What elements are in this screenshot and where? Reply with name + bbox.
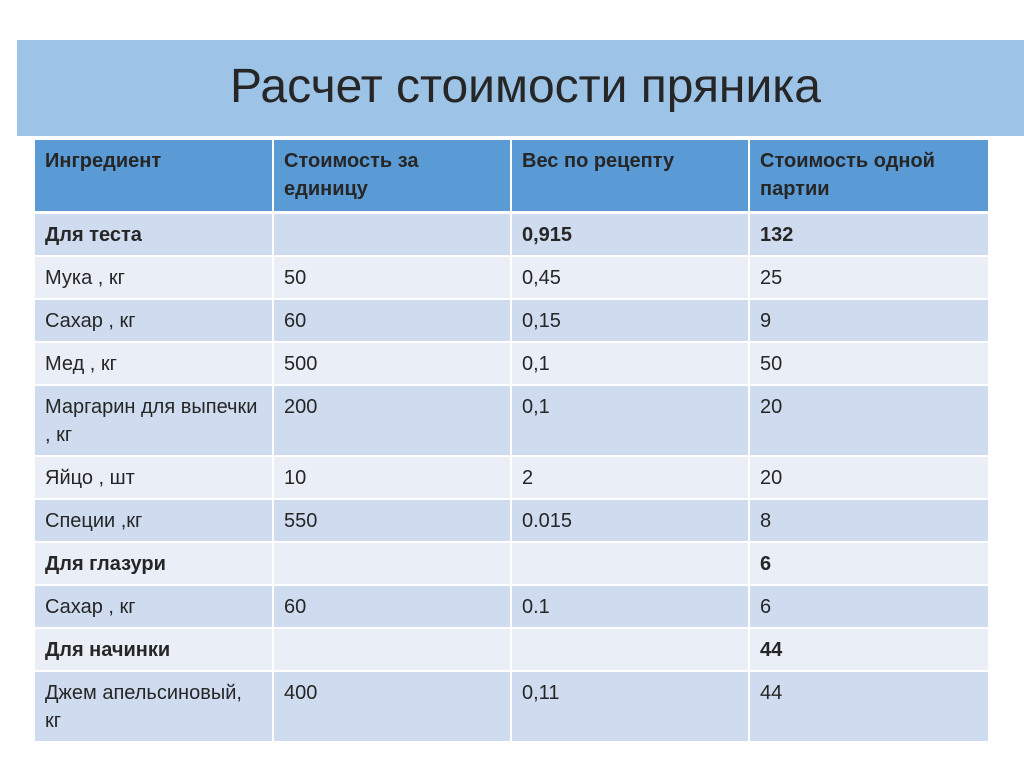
- table-header-row: [35, 140, 988, 213]
- cell-weight: 0,11: [511, 671, 749, 742]
- cell-unit-cost: 550: [273, 499, 511, 542]
- cell-batch-cost: 44: [749, 628, 988, 671]
- cell-ingredient: Сахар , кг: [35, 585, 273, 628]
- cell-weight: [511, 542, 749, 585]
- cell-weight: 0,45: [511, 256, 749, 299]
- cell-weight: 0.015: [511, 499, 749, 542]
- cell-ingredient: Маргарин для выпечки , кг: [35, 385, 273, 456]
- cell-weight: 0,15: [511, 299, 749, 342]
- cell-weight: 0,1: [511, 385, 749, 456]
- cell-weight: 2: [511, 456, 749, 499]
- cell-ingredient: Яйцо , шт: [35, 456, 273, 499]
- cell-batch-cost: 44: [749, 671, 988, 742]
- table-row: [35, 299, 988, 342]
- cell-ingredient: Мука , кг: [35, 256, 273, 299]
- header-weight: Вес по рецепту: [511, 140, 749, 213]
- cell-ingredient: Специи ,кг: [35, 499, 273, 542]
- cell-batch-cost: 20: [749, 456, 988, 499]
- cell-ingredient: Мед , кг: [35, 342, 273, 385]
- header-ingredient: Ингредиент: [35, 140, 273, 213]
- cell-batch-cost: 8: [749, 499, 988, 542]
- table-row: [35, 256, 988, 299]
- table-row: [35, 342, 988, 385]
- table-row-filling-group: [35, 628, 988, 671]
- cell-weight: 0,1: [511, 342, 749, 385]
- cell-batch-cost: 6: [749, 585, 988, 628]
- cell-unit-cost: 400: [273, 671, 511, 742]
- slide-title: Расчет стоимости пряника: [230, 60, 821, 113]
- cell-batch-cost: 132: [749, 213, 988, 257]
- cell-batch-cost: 9: [749, 299, 988, 342]
- cell-unit-cost: 200: [273, 385, 511, 456]
- cell-unit-cost: 10: [273, 456, 511, 499]
- cell-ingredient: Для теста: [35, 213, 273, 257]
- cell-weight: 0,915: [511, 213, 749, 257]
- header-batch-cost: Стоимость одной партии: [749, 140, 988, 213]
- cell-batch-cost: 20: [749, 385, 988, 456]
- cell-ingredient: Джем апельсиновый, кг: [35, 671, 273, 742]
- cell-unit-cost: [273, 213, 511, 257]
- cell-unit-cost: [273, 628, 511, 671]
- cell-batch-cost: 6: [749, 542, 988, 585]
- table-row-dough-group: [35, 213, 988, 257]
- cost-table: [35, 140, 988, 743]
- cell-batch-cost: 25: [749, 256, 988, 299]
- cell-weight: [511, 628, 749, 671]
- cell-unit-cost: 500: [273, 342, 511, 385]
- cell-weight: 0.1: [511, 585, 749, 628]
- table-row: [35, 499, 988, 542]
- cell-ingredient: Для глазури: [35, 542, 273, 585]
- cell-ingredient: Сахар , кг: [35, 299, 273, 342]
- cell-batch-cost: 50: [749, 342, 988, 385]
- header-unit-cost: Стоимость за единицу: [273, 140, 511, 213]
- cell-unit-cost: 50: [273, 256, 511, 299]
- table-row-glaze-group: [35, 542, 988, 585]
- cell-unit-cost: [273, 542, 511, 585]
- table-row: [35, 585, 988, 628]
- table-row: [35, 385, 988, 456]
- cell-unit-cost: 60: [273, 299, 511, 342]
- table-row: [35, 456, 988, 499]
- cell-unit-cost: 60: [273, 585, 511, 628]
- table-row: [35, 671, 988, 742]
- cell-ingredient: Для начинки: [35, 628, 273, 671]
